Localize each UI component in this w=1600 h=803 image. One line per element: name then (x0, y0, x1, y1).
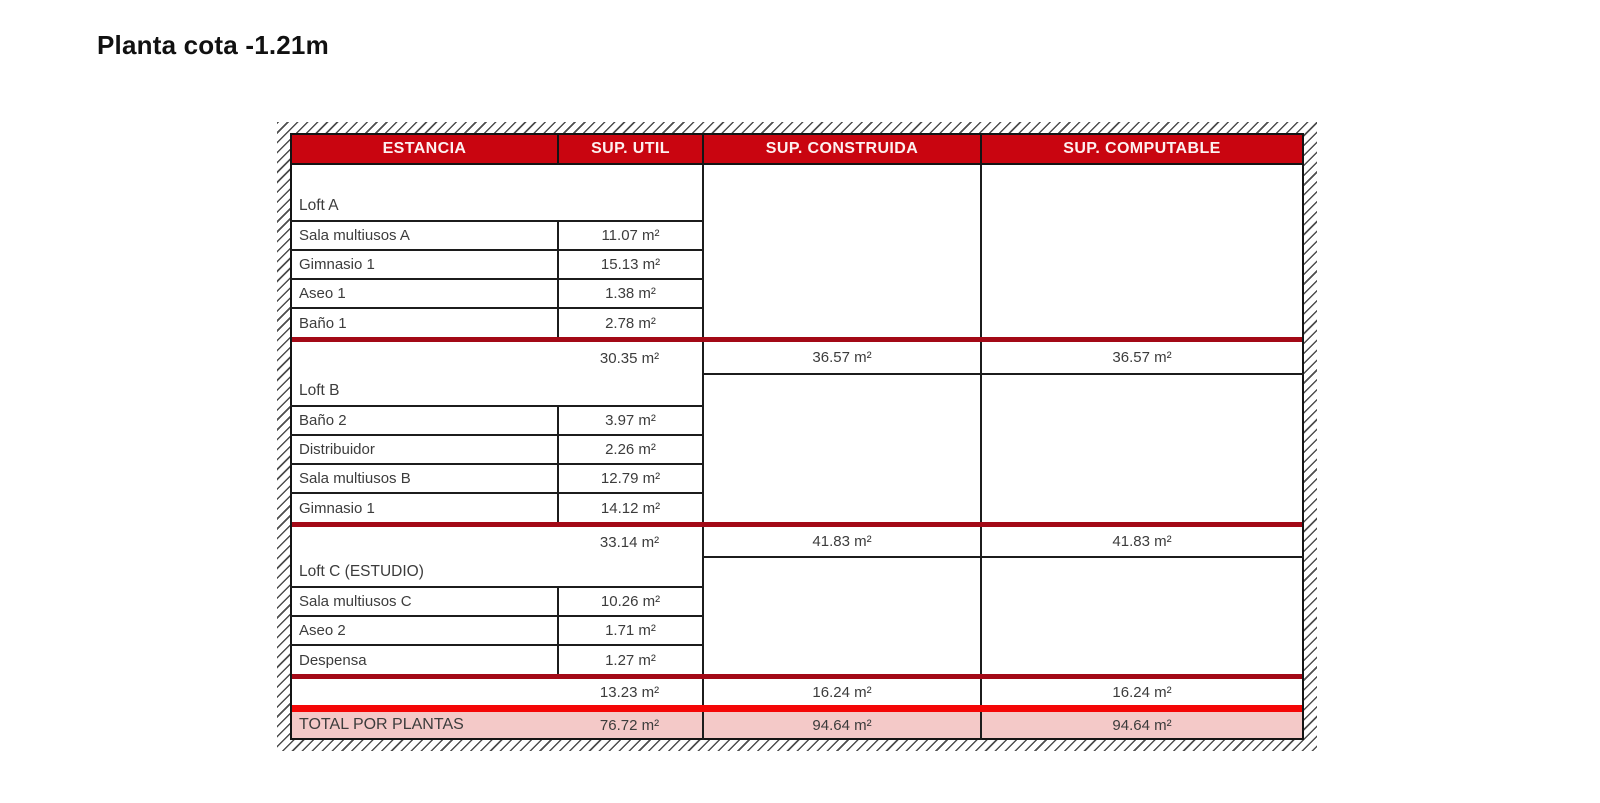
computable-blank-loft-c (981, 557, 1303, 674)
subtotal-util-cell (291, 342, 703, 374)
room-name: Gimnasio 1 (291, 250, 558, 279)
room-name: Gimnasio 1 (291, 493, 558, 522)
room-util-value: 12.79 m² (558, 464, 703, 493)
room-util-value: 1.38 m² (558, 279, 703, 308)
group-label-loft-b: Loft B (291, 374, 703, 406)
subtotal-util-cell (291, 527, 703, 557)
construida-blank-loft-b (703, 374, 981, 522)
total-row (291, 712, 1303, 739)
hatched-frame (277, 122, 1317, 751)
construida-blank-loft-a (703, 164, 981, 337)
subtotal-row-loft-c (291, 679, 1303, 705)
room-name: Sala multiusos A (291, 221, 558, 250)
total-construida-value: 94.64 m² (703, 712, 981, 739)
subtotal-construida-value: 16.24 m² (703, 679, 981, 705)
room-util-value: 14.12 m² (558, 493, 703, 522)
room-util-value: 3.97 m² (558, 406, 703, 435)
header-estancia: ESTANCIA (291, 134, 558, 164)
subtotal-row-loft-a (291, 342, 1303, 374)
total-util-value: 76.72 m² (599, 716, 660, 734)
header-sup-computable: SUP. COMPUTABLE (981, 134, 1303, 164)
subtotal-computable-value: 16.24 m² (1112, 683, 1172, 701)
group-row-loft-c (291, 557, 1303, 587)
room-util-value: 15.13 m² (558, 250, 703, 279)
subtotal-util-value: 30.35 m² (599, 349, 660, 367)
total-computable-value: 94.64 m² (981, 712, 1303, 739)
group-row-loft-a (291, 164, 1303, 221)
construida-blank-loft-c (703, 557, 981, 674)
surface-areas-table (290, 133, 1304, 740)
subtotal-util-value: 13.23 m² (599, 683, 660, 701)
subtotal-row-loft-b (291, 527, 1303, 557)
room-name: Sala multiusos C (291, 587, 558, 616)
computable-blank-loft-b (981, 374, 1303, 522)
subtotal-util-value: 33.14 m² (599, 533, 660, 551)
room-name: Aseo 1 (291, 279, 558, 308)
table-header-row (291, 134, 1303, 164)
group-label-loft-a: Loft A (291, 164, 703, 221)
room-util-value: 1.71 m² (558, 616, 703, 645)
total-label-cell (291, 712, 703, 739)
room-util-value: 10.26 m² (558, 587, 703, 616)
header-sup-construida: SUP. CONSTRUIDA (703, 134, 981, 164)
room-name: Despensa (291, 645, 558, 674)
subtotal-computable-value: 36.57 m² (981, 342, 1303, 374)
room-name: Baño 1 (291, 308, 558, 337)
header-sup-util: SUP. UTIL (558, 134, 703, 164)
room-util-value: 2.26 m² (558, 435, 703, 464)
group-row-loft-b (291, 374, 1303, 406)
total-separator-line (291, 705, 1303, 712)
subtotal-util-cell (291, 679, 703, 705)
total-label: TOTAL POR PLANTAS (299, 716, 464, 733)
group-label-loft-c: Loft C (ESTUDIO) (291, 557, 703, 587)
room-util-value: 1.27 m² (558, 645, 703, 674)
room-util-value: 11.07 m² (558, 221, 703, 250)
page-title: Planta cota -1.21m (97, 30, 329, 60)
subtotal-construida-value: 41.83 m² (703, 527, 981, 557)
room-name: Distribuidor (291, 435, 558, 464)
room-name: Baño 2 (291, 406, 558, 435)
room-name: Aseo 2 (291, 616, 558, 645)
room-util-value: 2.78 m² (558, 308, 703, 337)
computable-blank-loft-a (981, 164, 1303, 337)
subtotal-construida-value: 36.57 m² (703, 342, 981, 374)
subtotal-computable-value: 41.83 m² (981, 527, 1303, 557)
room-name: Sala multiusos B (291, 464, 558, 493)
